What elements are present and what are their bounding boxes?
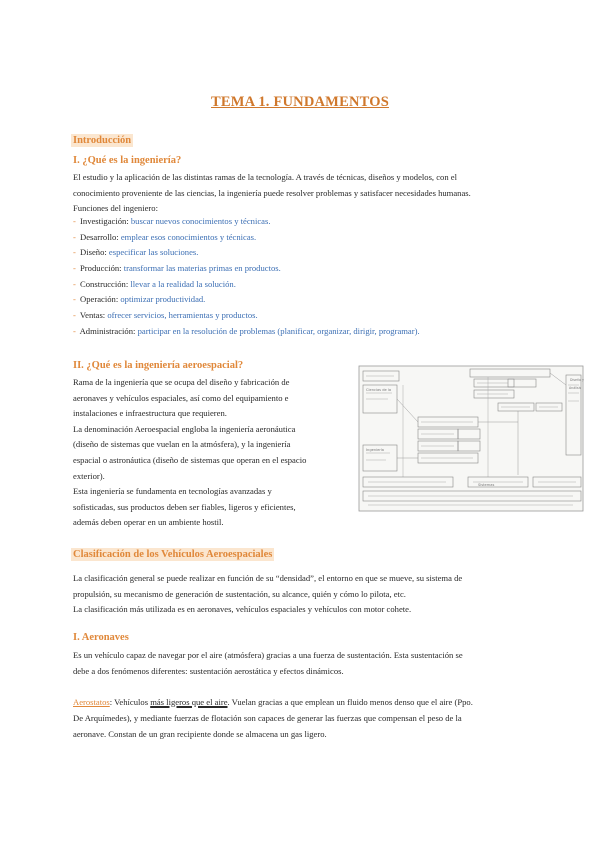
bullet-icon: - — [73, 216, 76, 226]
aeronaves-line-2: debe a dos fenómenos diferentes: sustentación aerostática y efectos dinámicos. — [73, 666, 344, 676]
text-line: (diseño de sistemas que vuelan en la atmósfera), y la ingeniería — [73, 439, 291, 450]
function-name: Desarrollo: — [80, 231, 119, 242]
heading-text: Introducción — [73, 135, 132, 146]
list-item — [73, 245, 420, 261]
text-line: espacial o astronáutica (diseño de sistemas que operan en el espacio — [73, 454, 307, 465]
text-line: instalaciones e infraestructura que requieren. — [73, 408, 227, 419]
function-desc: emplear esos conocimientos y técnicas. — [120, 231, 257, 242]
function-desc: especificar las soluciones. — [108, 247, 199, 258]
list-item — [73, 277, 420, 293]
list-item — [73, 230, 420, 246]
intro-paragraph-line-2: conocimiento proveniente de las ciencias, la ingeniería puede resolver problemas y satisfacer necesidades humanas. — [73, 188, 471, 198]
aeroespacial-paragraph — [73, 375, 358, 531]
text-line: exterior). — [73, 470, 105, 481]
funciones-label: Funciones del ingeniero: — [73, 203, 158, 213]
diagram-label: Ciencias de la — [366, 388, 392, 392]
diagram-label: Análisis — [569, 386, 582, 390]
clasificacion-line-2: propulsión, su mecanismo de generación de sustentación, su alcance, quién y cómo lo pilota, etc. — [73, 589, 406, 599]
list-item — [73, 292, 420, 308]
section-heading-clasificacion — [73, 549, 274, 560]
clasificacion-line-1: La clasificación general se puede realizar en función de su “densidad”, el entorno en que se mueve, su sistema de — [73, 573, 463, 583]
bullet-icon: - — [73, 231, 76, 242]
aerostatos-line-2: De Arquímedes), y mediante fuerzas de flotación son capaces de generar las fuerzas que compensan el peso de la — [73, 713, 462, 723]
function-name: Producción: — [80, 263, 122, 274]
function-name: Administración: — [79, 325, 136, 336]
diagram-label: Ingeniería — [366, 448, 384, 452]
text-span: : Vehículos — [109, 697, 151, 707]
aerostatos-term: Aerostatos — [73, 697, 110, 707]
function-desc: llevar a la realidad la solución. — [130, 278, 236, 289]
engineering-diagram — [358, 365, 584, 512]
underlined-phrase: más ligeros que el aire — [150, 697, 228, 707]
function-name: Diseño: — [80, 247, 107, 258]
funciones-list — [73, 214, 420, 340]
function-desc: transformar las materias primas en productos. — [123, 263, 281, 274]
bullet-icon: - — [73, 263, 76, 274]
intro-paragraph-line-1: El estudio y la aplicación de las distintas ramas de la tecnología. A través de técnicas, diseños y modelos, con el — [73, 172, 457, 182]
function-name: Investigación: — [80, 216, 129, 226]
list-item — [73, 261, 420, 277]
subheading-aeronaves: I. Aeronaves — [73, 632, 129, 643]
aerostatos-line-1 — [73, 694, 473, 710]
page-title: TEMA 1. FUNDAMENTOS — [211, 94, 389, 110]
function-desc: buscar nuevos conocimientos y técnicas. — [130, 216, 271, 226]
text-line: además deben operar en un ambiente hostil. — [73, 517, 224, 528]
diagram-label: Sistemas — [478, 483, 495, 487]
clasificacion-line-3: La clasificación más utilizada es en aeronaves, vehículos espaciales y vehículos con motor cohete. — [73, 604, 412, 614]
aeronaves-line-1: Es un vehículo capaz de navegar por el aire (atmósfera) gracias a una fuerza de sustentación. Esta sustentación se — [73, 650, 463, 660]
function-name: Construcción: — [80, 278, 129, 289]
function-desc: ofrecer servicios, herramientas y productos. — [107, 310, 258, 321]
bullet-icon: - — [73, 278, 76, 289]
function-desc: participar en la resolución de problemas (planificar, organizar, dirigir, programar). — [137, 325, 420, 336]
bullet-icon: - — [73, 294, 76, 305]
text-line: La denominación Aeroespacial engloba la ingeniería aeronáutica — [73, 423, 296, 434]
heading-text: Clasificación de los Vehículos Aeroespaciales — [73, 549, 273, 560]
text-line: Rama de la ingeniería que se ocupa del diseño y fabricación de — [73, 377, 290, 387]
function-name: Operación: — [80, 294, 119, 305]
list-item — [73, 308, 420, 324]
text-line: sofisticadas, sus productos deben ser fiables, ligeros y eficientes, — [73, 501, 296, 512]
function-desc: optimizar productividad. — [120, 294, 206, 305]
bullet-icon: - — [73, 325, 76, 336]
aerostatos-line-3: aeronave. Constan de un gran recipiente donde se almacena un gas ligero. — [73, 729, 327, 739]
list-item — [73, 214, 420, 230]
bullet-icon: - — [73, 310, 76, 321]
diagram-label: Diseño y — [570, 378, 584, 382]
text-line: aeronaves y vehículos espaciales, así como del equipamiento e — [73, 392, 289, 403]
subheading-ingenieria-aeroespacial: II. ¿Qué es la ingeniería aeroespacial? — [73, 360, 244, 371]
list-item — [73, 324, 420, 340]
subheading-que-es-ingenieria: I. ¿Qué es la ingeniería? — [73, 155, 182, 166]
section-heading-introduccion — [73, 135, 133, 146]
text-line: Esta ingeniería se fundamenta en tecnologías avanzadas y — [73, 486, 272, 497]
bullet-icon: - — [73, 247, 76, 258]
text-span: . Vuelan gracias a que emplean un fluido menos denso que el aire (Ppo. — [227, 697, 473, 707]
function-name: Ventas: — [79, 310, 106, 321]
